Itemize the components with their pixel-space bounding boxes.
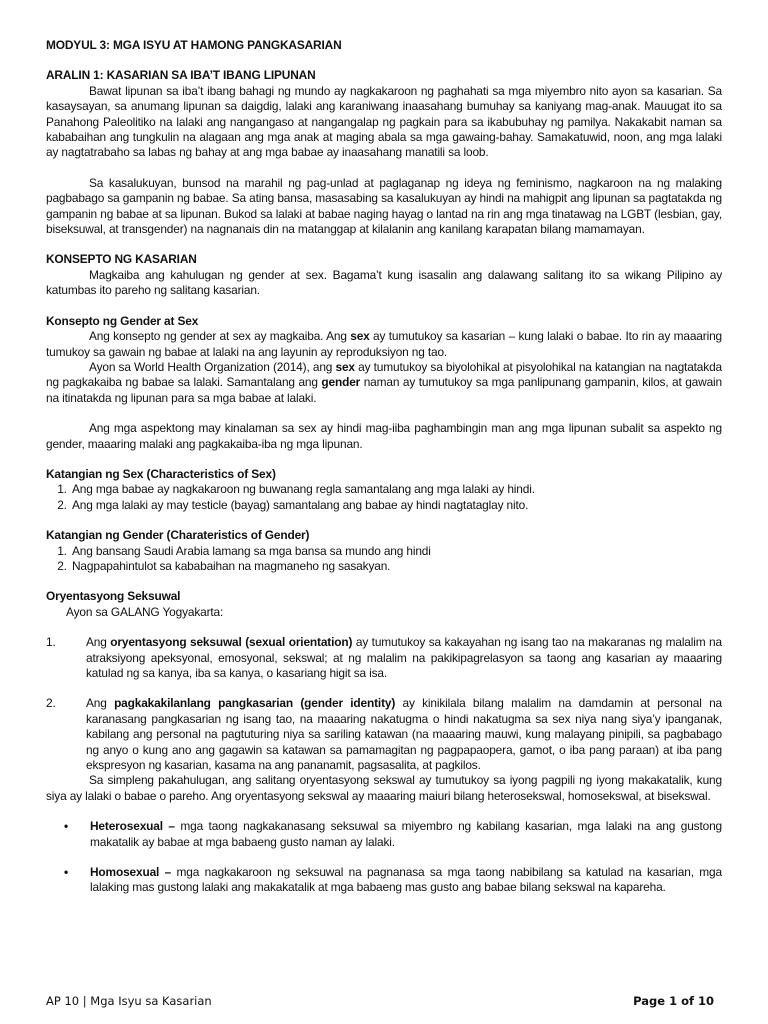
- list-item: 2. Nagpapahintulot sa kababaihan na magmaneho ng sasakyan.: [70, 559, 722, 574]
- gender-sex-paragraph-1: Ang konsepto ng gender at sex ay magkaiba. Ang sex ay tumutukoy sa kasarian – kung lalaki o babae. Ito rin ay maaaring tumukoy sa gawain ng babae at lalaki na ang layunin ay reproduksiyon ng tao.: [46, 329, 722, 359]
- list-item: 1. Ang mga babae ay nagkakaroon ng buwanang regla samantalang ang mga lalaki ay hindi.: [70, 482, 722, 497]
- oryentasyon-heading: Oryentasyong Seksuwal: [46, 589, 181, 604]
- item-number: 1.: [46, 635, 56, 650]
- lesson-title: ARALIN 1: KASARIAN SA IBA’T IBANG LIPUNAN: [46, 68, 316, 83]
- gender-characteristics-list: [46, 544, 722, 575]
- intro-paragraph-2: Sa kasalukuyan, bunsod na marahil ng pag-unlad at paglaganap ng ideya ng feminismo, nagkaroon na ng malaking pagbabago sa gampanin ng babae. Sa ating bansa, masasabing sa kasalukuyan ay hindi na mahigpit ang lipunan sa pagtatakda ng gampanin ng babae at sa lipunan. Bukod sa lalaki at babae naging hayag o lantad na rin ang mga tinatawag na LGBT (lesbian, gay, biseksuwal, at transgender) na nagnanais din na matanggap at kilalanin ang kanilang karapatan bilang mamamayan.: [46, 175, 722, 237]
- bullet-body: Homosexual – mga nagkakaroon ng seksuwal na pagnanasa sa mga taong nabibilang sa katulad na kasarian, mga lalaking mas gustong lalaki ang makakatalik at mga babaeng mas gusto ang babae bilang sekswal na kapareha.: [90, 865, 722, 895]
- sex-characteristics-list: [46, 482, 722, 513]
- gender-sex-paragraph-2: Ayon sa World Health Organization (2014), ang sex ay tumutukoy sa biyolohikal at pisyolohikal na katangian na nagtatakda ng pagkakaiba ng babae sa lalaki. Samantalang ang gender naman ay tumutukoy sa mga panlipunang gampanin, kilos, at gawain na itinatakda ng lipunan para sa mga babae at lalaki.: [46, 359, 722, 405]
- bullet-heterosexual: [64, 819, 722, 850]
- footer-page-number: Page 1 of 10: [633, 994, 714, 1008]
- bullet-icon: •: [64, 865, 69, 880]
- item-body: Ang pagkakakilanlang pangkasarian (gender identity) ay kinikilala bilang malalim na damdamin at personal na karanasang pangkasarian ng isang tao, na maaaring nakatugma o hindi nakatugma sa sex niya nang siya’y ipanganak, kabilang ang personal na pagtuturing niya sa sariling katawan (na maaaring mauwi, kung malayang pinipili, sa pagbabago ng anyo o kung ano ang gagawin sa katawan sa pamamagitan ng pagpapaopera, gamot, o iba pang paraan) at iba pang ekspresyon ng kasarian, kasama na ang pananamit, pagsasalita, at pagkilos.: [86, 696, 722, 773]
- item-number: 2.: [46, 696, 56, 711]
- bullet-body: Heterosexual – mga taong nagkakanasang seksuwal sa miyembro ng kabilang kasarian, mga lalaki na ang gustong makatalik ay babae at mga babaeng gusto naman ay lalaki.: [90, 819, 723, 849]
- module-title: MODYUL 3: MGA ISYU AT HAMONG PANGKASARIAN: [46, 38, 342, 52]
- konsepto-heading: KONSEPTO NG KASARIAN: [46, 252, 197, 267]
- list-item: 1. Ang bansang Saudi Arabia lamang sa mga bansa sa mundo ang hindi: [70, 544, 722, 559]
- gender-sex-paragraph-3: Ang mga aspektong may kinalaman sa sex ay hindi mag-iiba paghambingin man ang mga lipunan subalit sa aspekto ng gender, maaaring malaki ang pagkakaiba-iba ng mga lipunan.: [46, 421, 722, 451]
- list-item: 2. Ang mga lalaki ay may testicle (bayag) samantalang ang babae ay hindi nagtataglay nito.: [70, 498, 722, 513]
- konsepto-paragraph: Magkaiba ang kahulugan ng gender at sex. Bagama’t kung isasalin ang dalawang salitang ito sa wikang Pilipino ay katumbas ito pareho ng salitang kasarian.: [46, 267, 722, 298]
- gender-characteristics-heading: Katangian ng Gender (Charateristics of Gender): [46, 528, 310, 543]
- item-body: Ang oryentasyong seksuwal (sexual orientation) ay tumutukoy sa kakayahan ng isang tao na makaranas ng malalim na atraksiyong apeksyonal, emosyonal, sekswal; at ng malalim na pakikipagrelasyon sa taong ang kasarian ay maaaring katulad ng sa kanya, iba sa kanya, o kasariang higit sa isa.: [86, 635, 722, 680]
- bullet-icon: •: [64, 819, 69, 834]
- ayon-galang: Ayon sa GALANG Yogyakarta:: [66, 604, 224, 619]
- simpleng-paragraph: Sa simpleng pakahulugan, ang salitang oryentasyong sekswal ay tumutukoy sa iyong pagpili ng iyong makakatalik, kung siya ay lalaki o babae o pareho. Ang oryentasyong sekswal ay maaaring maiuri bilang heterosekswal, homosekswal, at bisekswal.: [46, 773, 722, 803]
- definition-item-gender-identity: [46, 696, 722, 773]
- bullet-homosexual: [64, 865, 722, 896]
- sex-characteristics-heading: Katangian ng Sex (Characteristics of Sex): [46, 466, 276, 481]
- page-footer: [46, 994, 714, 1008]
- footer-course-label: AP 10 | Mga Isyu sa Kasarian: [46, 994, 212, 1008]
- definition-item-sexual-orientation: [46, 635, 722, 681]
- gender-sex-heading: Konsepto ng Gender at Sex: [46, 313, 199, 328]
- document-body: [46, 38, 722, 896]
- intro-paragraph-1: Bawat lipunan sa iba’t ibang bahagi ng mundo ay nagkakaroon ng paghahati sa mga miyembro nito ayon sa kasarian. Sa kasaysayan, sa anumang lipunan sa daigdig, lalaki ang karaniwang inaasahang bumuhay sa kaniyang mag-anak. Mauugat ito sa Panahong Paleolitiko na lalaki ang nangangaso at nangangalap ng pagkain para sa ikabubuhay ng pamilya. Nakakabit naman sa kababaihan ang tungkulin na alagaan ang mga anak at maging abala sa mga gawaing-bahay. Samakatuwid, noon, ang mga lalaki ay nagtatrabaho sa labas ng bahay at ang mga babae ay inaasahang manatili sa loob.: [46, 83, 722, 160]
